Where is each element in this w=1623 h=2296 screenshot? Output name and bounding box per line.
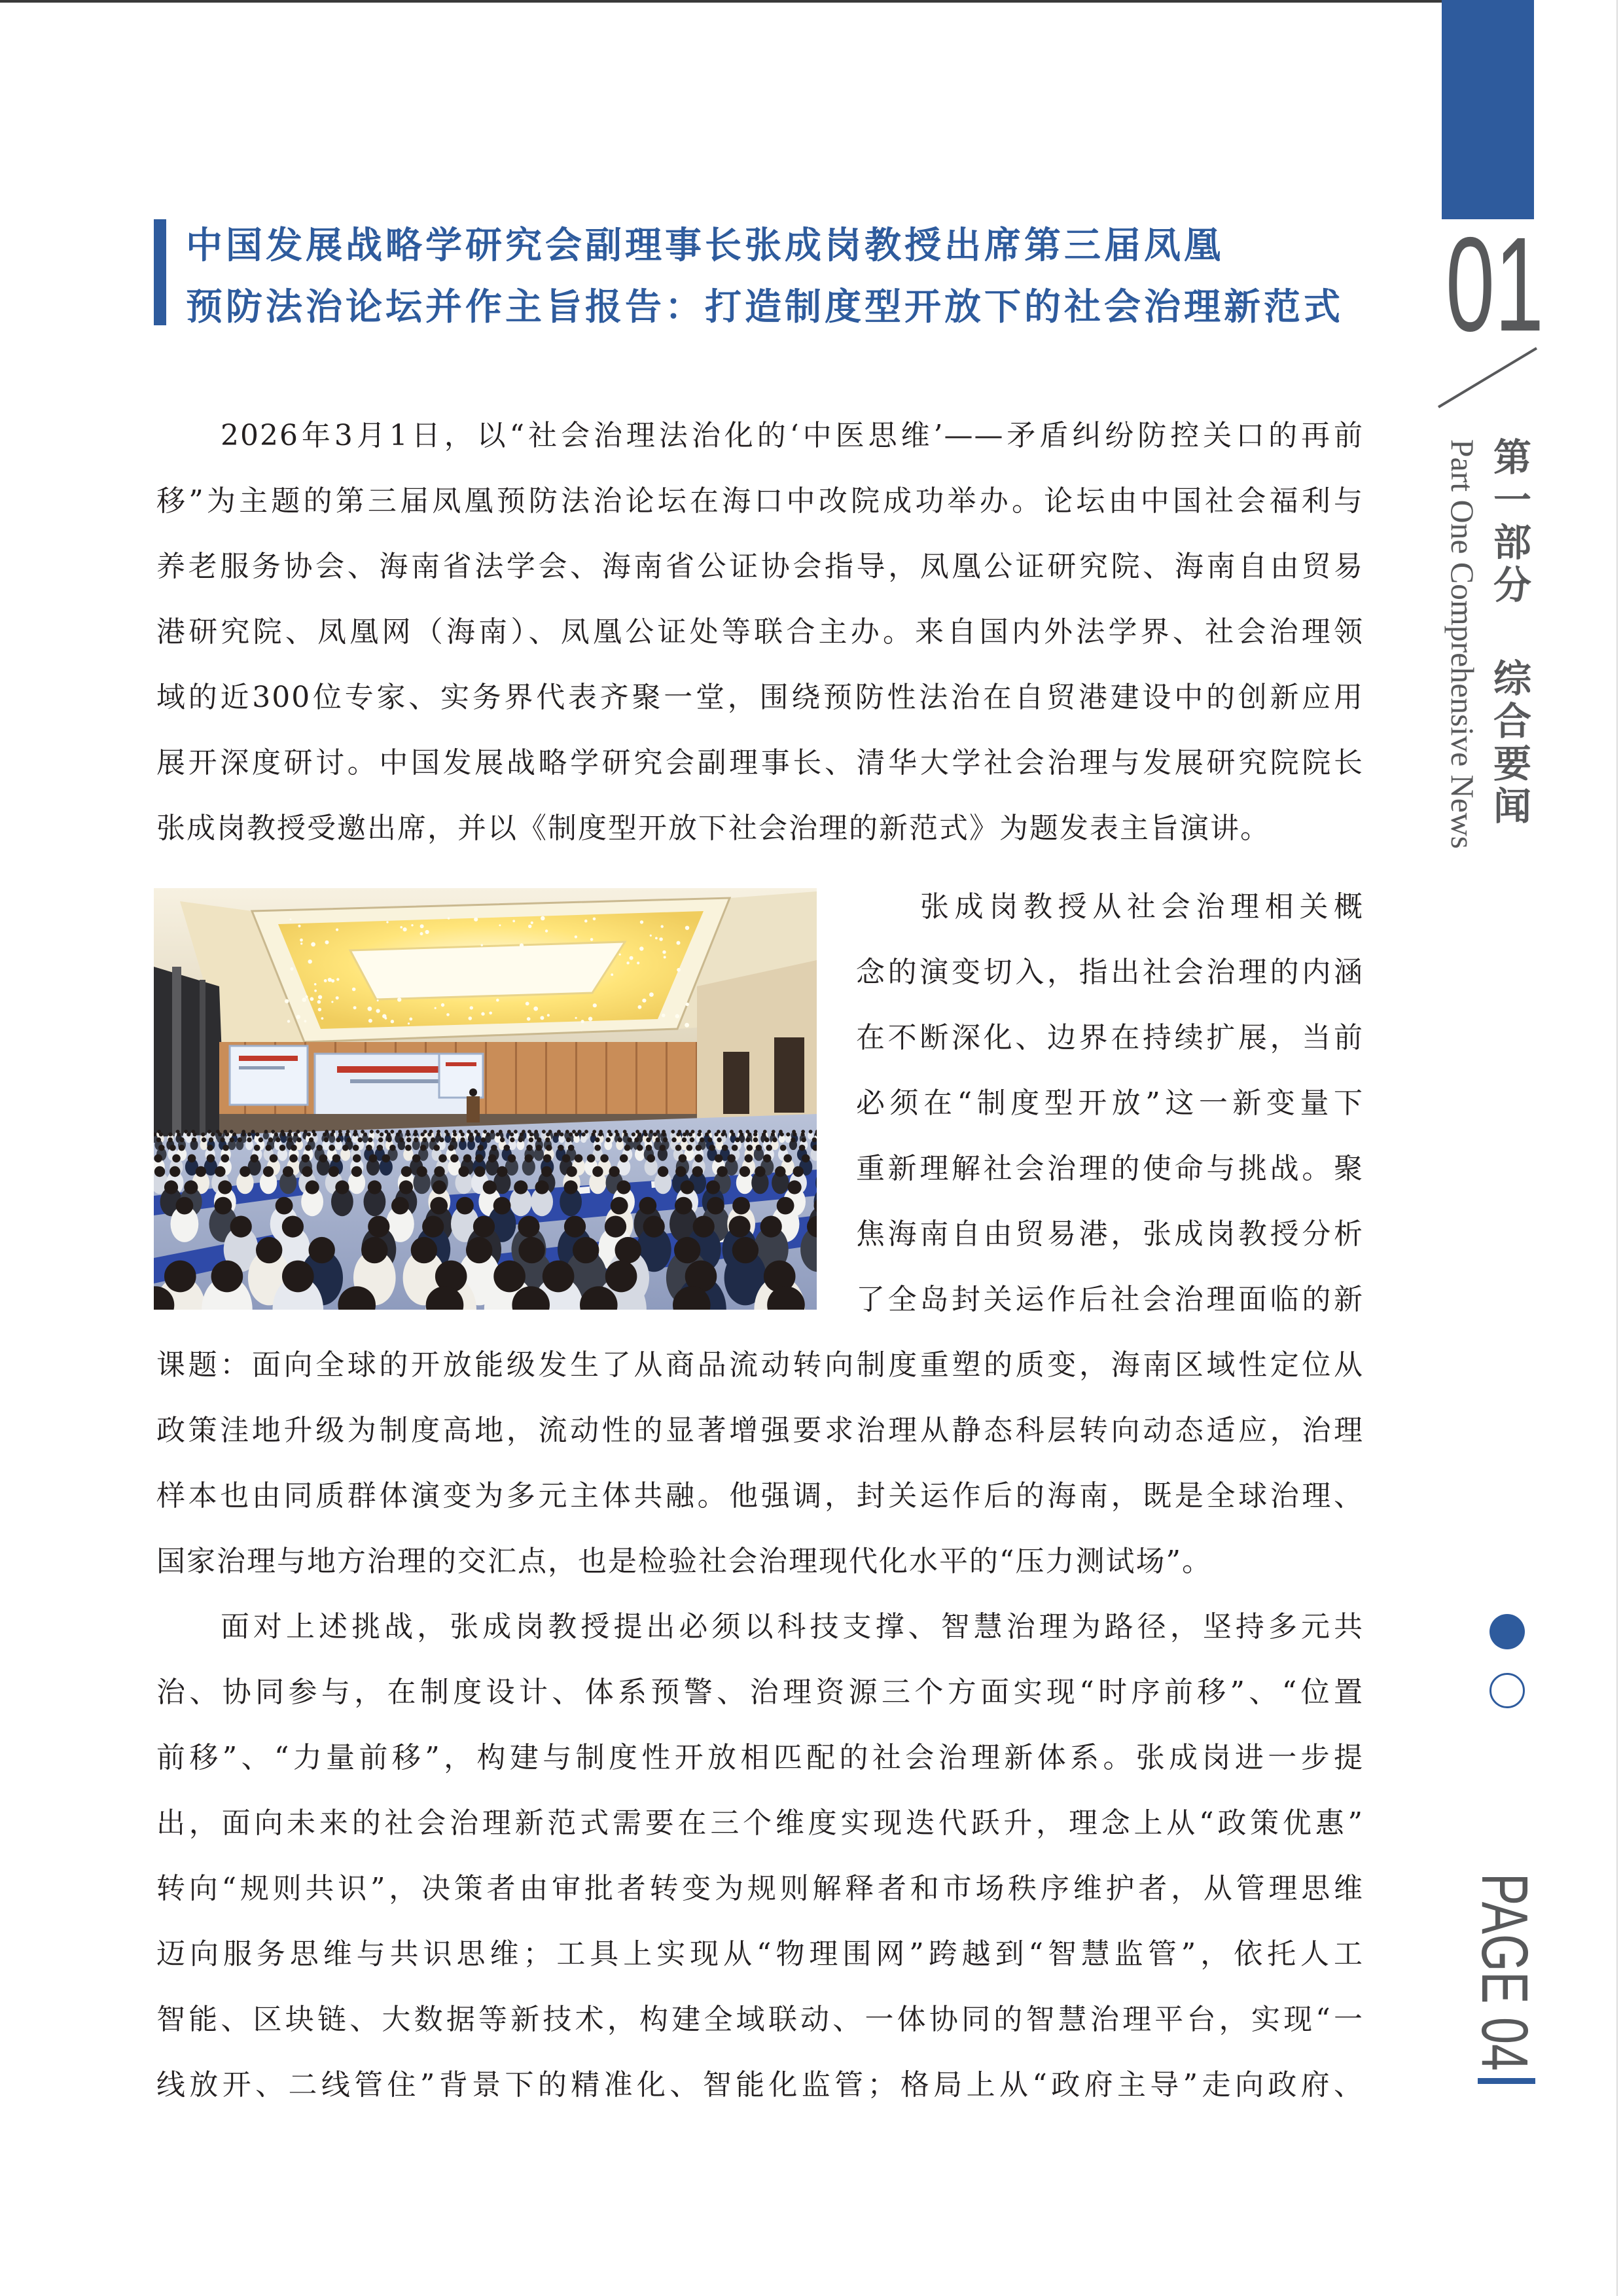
page-indicator-dot-inactive xyxy=(1489,1673,1525,1708)
page-label-graphic xyxy=(1468,1865,1544,2142)
section-title-en: Part One Comprehensive News xyxy=(1444,439,1481,852)
body-line: 线放开、二线管住”背景下的精准化、智能化监管；格局上从“政府主导”走向政府、 xyxy=(156,2068,1364,2102)
body-line: 张成岗教授从社会治理相关概 xyxy=(920,890,1364,924)
section-label: 第一部分 xyxy=(1487,437,1531,607)
page-label-bar xyxy=(1478,2078,1535,2084)
section-number: 01 xyxy=(1446,209,1544,359)
section-title: 综合要闻 xyxy=(1487,658,1531,829)
page-edge-rule xyxy=(1616,0,1618,2296)
conference-photo-image xyxy=(154,888,817,1310)
body-line: 课题：面向全球的开放能级发生了从商品流动转向制度重塑的质变，海南区域性定位从 xyxy=(156,1348,1364,1382)
body-line: 政策洼地升级为制度高地，流动性的显著增强要求治理从静态科层转向动态适应，治理 xyxy=(156,1414,1364,1447)
body-line: 移”为主题的第三届凤凰预防法治论坛在海口中改院成功举办。论坛由中国社会福利与 xyxy=(156,484,1364,518)
body-line: 港研究院、凤凰网（海南）、凤凰公证处等联合主办。来自国内外法学界、社会治理领 xyxy=(156,615,1364,649)
body-line: 2026年3月1日，以“社会治理法治化的‘中医思维’——矛盾纠纷防控关口的再前 xyxy=(221,419,1364,452)
body-line: 国家治理与地方治理的交汇点，也是检验社会治理现代化水平的“压力测试场”。 xyxy=(156,1545,1212,1578)
body-line: 智能、区块链、大数据等新技术，构建全域联动、一体协同的智慧治理平台，实现“一 xyxy=(156,2003,1364,2036)
section-divider-slash xyxy=(1433,340,1544,416)
body-line: 面对上述挑战，张成岗教授提出必须以科技支撑、智慧治理为路径，坚持多元共 xyxy=(221,1610,1364,1643)
article-body xyxy=(156,403,1364,2118)
body-line: 念的演变切入，指出社会治理的内涵 xyxy=(856,956,1364,989)
body-line: 迈向服务思维与共识思维；工具上实现从“物理围网”跨越到“智慧监管”，依托人工 xyxy=(156,1937,1364,1971)
body-line: 域的近300位专家、实务界代表齐聚一堂，围绕预防性法治在自贸港建设中的创新应用 xyxy=(156,681,1364,714)
section-title-en-graphic xyxy=(1443,432,1482,857)
body-line: 出，面向未来的社会治理新范式需要在三个维度实现迭代跃升，理念上从“政策优惠” xyxy=(156,1806,1364,1840)
paragraph xyxy=(156,1594,1364,2118)
body-line: 前移”、“力量前移”，构建与制度性开放相匹配的社会治理新体系。张成岗进一步提 xyxy=(156,1741,1364,1774)
body-line: 焦海南自由贸易港，张成岗教授分析 xyxy=(856,1217,1364,1251)
paragraph xyxy=(156,403,1364,861)
article-title-line: 中国发展战略学研究会副理事长张成岗教授出席第三届凤凰 xyxy=(186,224,1224,267)
body-line: 张成岗教授受邀出席，并以《制度型开放下社会治理的新范式》为题发表主旨演讲。 xyxy=(156,812,1270,845)
body-line: 了全岛封关运作后社会治理面临的新 xyxy=(856,1283,1364,1316)
body-line: 展开深度研讨。中国发展战略学研究会副理事长、清华大学社会治理与发展研究院院长 xyxy=(156,746,1364,780)
page-top-rule xyxy=(0,0,1442,3)
page-label: PAGE 04 xyxy=(1468,1873,1541,2142)
article-title-line: 预防法治论坛并作主旨报告：打造制度型开放下的社会治理新范式 xyxy=(186,286,1344,329)
body-line: 治、协同参与，在制度设计、体系预警、治理资源三个方面实现“时序前移”、“位置 xyxy=(156,1676,1364,1709)
body-line: 转向“规则共识”，决策者由审批者转变为规则解释者和市场秩序维护者，从管理思维 xyxy=(156,1872,1364,1905)
paragraph xyxy=(156,874,1364,1594)
section-number-graphic xyxy=(1440,209,1551,359)
body-line: 重新理解社会治理的使命与挑战。聚 xyxy=(856,1152,1364,1185)
body-line: 在不断深化、边界在持续扩展，当前 xyxy=(856,1021,1364,1054)
conference-photo xyxy=(154,888,817,1310)
body-line: 养老服务协会、海南省法学会、海南省公证协会指导，凤凰公证研究院、海南自由贸易 xyxy=(156,550,1364,583)
body-line: 必须在“制度型开放”这一新变量下 xyxy=(856,1086,1364,1120)
title-accent-bar xyxy=(154,219,166,325)
article-title xyxy=(186,215,1364,338)
section-color-block xyxy=(1442,0,1534,219)
body-line: 样本也由同质群体演变为多元主体共融。他强调，封关运作后的海南，既是全球治理、 xyxy=(156,1479,1364,1513)
page-indicator-dot-active xyxy=(1489,1614,1525,1649)
